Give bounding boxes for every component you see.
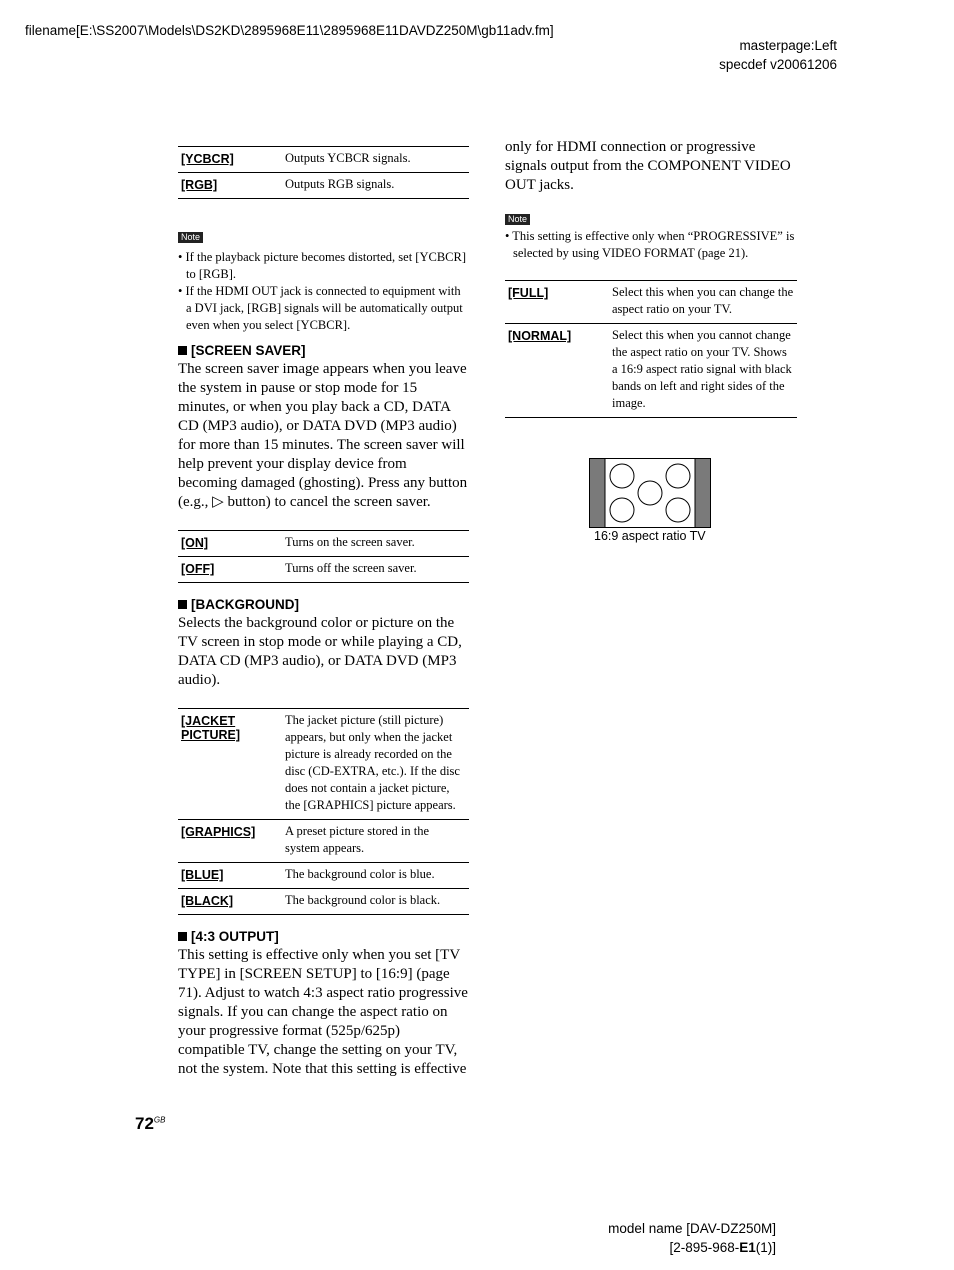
screen-saver-section [178,342,469,583]
table-row [178,889,469,915]
output43-section [178,928,469,1079]
option-desc: The jacket picture (still picture) appears, but only when the jacket picture is already recorded on the disc (CD-EXTRA, etc.). If the disc does not contain a jacket picture, the [GRAPHICS] picture appears. [285,713,460,812]
table-row [505,281,797,324]
table-row [178,709,469,820]
option-desc: The background color is blue. [279,863,469,889]
figure-caption: 16:9 aspect ratio TV [594,529,706,543]
continued-text: only for HDMI connection or progressive signals output from the COMPONENT VIDEO OUT jacks. [505,139,791,193]
option-key: [ON] [181,536,209,550]
tv-illustration [589,458,712,529]
option-key: [BLUE] [178,863,279,889]
table-row [178,531,469,557]
screen-saver-table [178,530,469,583]
table-row [178,173,469,199]
note-item: • If the playback picture becomes distorted, set [YCBCR] to [RGB]. [178,250,466,281]
output43-table [505,280,797,418]
left-column [178,146,469,1079]
model-code: [2-895-968-E1(1)] [669,1240,776,1255]
model-name: model name [DAV-DZ250M] [608,1221,776,1236]
header-filename: filename[E:\SS2007\Models\DS2KD\2895968E11\2895968E11DAVDZ250M\gb11adv.fm] [25,23,554,38]
table-row [178,820,469,863]
section-body: The screen saver image appears when you leave the system in pause or stop mode for 15 minutes, or when you play back a CD, DATA CD (MP3 audio), or DATA DVD (MP3 audio) for more than 15 minutes. The screen saver will help prevent your display device from becoming damaged (ghosting). Press any button (e.g., ▷ button) to cancel the screen saver. [178,361,468,510]
specdef-text: specdef v20061206 [719,57,837,72]
section-body: Selects the background color or picture on the TV screen in stop mode or while playing a CD, DATA CD (MP3 audio), or DATA DVD (MP3 audio). [178,615,462,688]
table-row [178,557,469,583]
option-key: [GRAPHICS] [178,820,279,863]
option-key: [JACKET PICTURE] [181,714,241,742]
option-key: [YCBCR] [181,152,234,166]
square-bullet-icon [178,932,187,941]
background-section [178,596,469,915]
note-block [505,209,797,262]
note-item: • If the HDMI OUT jack is connected to equipment with a DVI jack, [RGB] signals will be automatically output even when you select [YCBCR]. [178,284,463,332]
option-desc: Turns off the screen saver. [279,557,469,583]
note-label: Note [505,214,530,225]
square-bullet-icon [178,600,187,609]
section-heading: [4:3 OUTPUT] [178,928,469,946]
table-row [178,147,469,173]
option-desc: Outputs YCBCR signals. [285,151,411,165]
option-key: [NORMAL] [505,324,606,418]
page-suffix: GB [153,1115,166,1125]
option-key: [OFF] [178,557,279,583]
note-item: • This setting is effective only when “PROGRESSIVE” is selected by using VIDEO FORMAT (page 21). [505,229,795,260]
background-table [178,708,469,915]
table-row [178,863,469,889]
note-block [178,227,469,334]
page-number: $72^{GB}$ [135,1114,166,1133]
section-body: This setting is effective only when you set [TV TYPE] in [SCREEN SETUP] to [16:9] (page 71). Adjust to watch 4:3 aspect ratio progressive signals. If you can change the aspect ratio on your progressive format (525p/625p) compatible TV, change the setting on your TV, not the system. Note that this setting is effective [178,947,468,1077]
header-masterpage [719,36,837,74]
footer [608,1219,776,1257]
section-heading: [SCREEN SAVER] [178,342,469,360]
square-bullet-icon [178,346,187,355]
option-desc: Outputs RGB signals. [279,173,469,199]
option-desc: Select this when you cannot change the aspect ratio on your TV. Shows a 16:9 aspect ratio signal with black bands on left and right sides of the image. [606,324,797,418]
option-desc: The background color is black. [279,889,469,915]
option-desc: Turns on the screen saver. [285,535,415,549]
table-row [505,324,797,418]
masterpage-text: masterpage:Left [739,38,837,53]
option-desc: Select this when you can change the aspect ratio on your TV. [612,285,794,316]
option-key: [FULL] [508,286,549,300]
right-column [505,138,797,418]
option-desc: A preset picture stored in the system appears. [279,820,469,863]
ycbcr-table [178,146,469,199]
section-heading: [BACKGROUND] [178,596,469,614]
option-key: [BLACK] [178,889,279,915]
note-label: Note [178,232,203,243]
option-key: [RGB] [178,173,279,199]
